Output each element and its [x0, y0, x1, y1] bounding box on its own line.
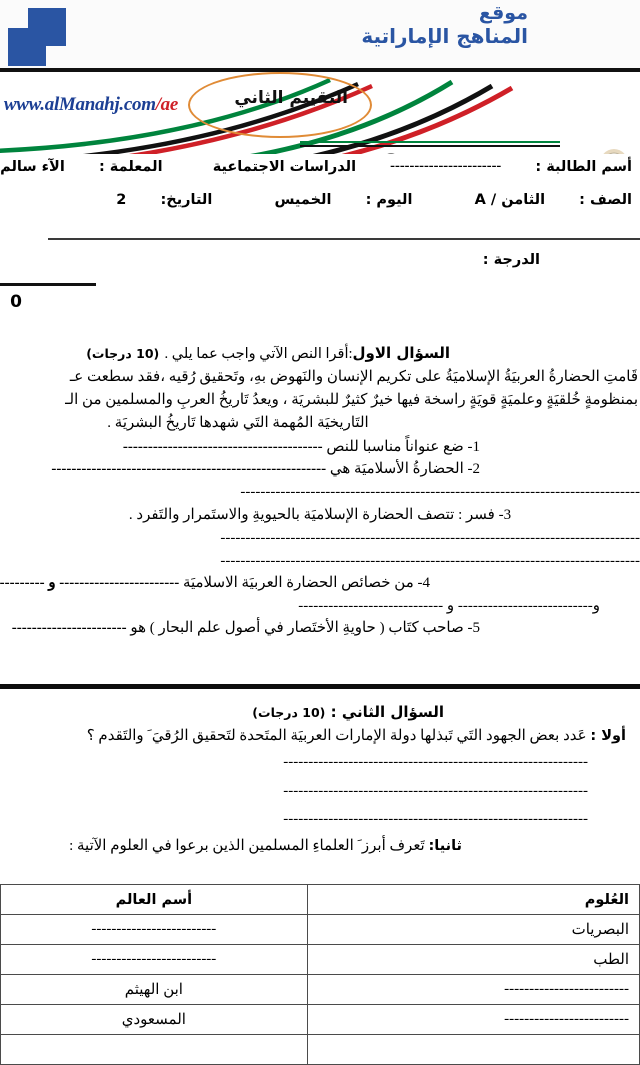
- subject-value: الدراسات الاجتماعية: [212, 158, 357, 175]
- day-label: اليوم :: [365, 192, 413, 208]
- item-2-text: الحضارةُ الأسلاميَة هي: [329, 461, 464, 477]
- question-1-marks: (10 درجات): [86, 346, 160, 361]
- question-1-block: [0, 342, 640, 640]
- info-row-student: [0, 158, 640, 192]
- question-2-part-a: [0, 724, 640, 748]
- question-1-item-5: [0, 617, 640, 640]
- item-2-answer-line-2[interactable]: --------------------------------------------------------------------------------: [240, 483, 640, 500]
- table-cell-scholar: المسعودي: [1, 1005, 308, 1035]
- item-5-text: صاحب كتَاب ( حاويةِ الأختَصار في أصول علم البحار ) هو: [130, 620, 464, 636]
- site-watermark-banner: [0, 0, 640, 72]
- class-value: الثامن / A: [474, 192, 546, 208]
- item-2-answer-blank[interactable]: -------------------------------------------------------: [51, 461, 327, 477]
- item-1-answer-blank[interactable]: ----------------------------------------: [122, 438, 323, 455]
- part-a-text: عَدد بعض الجهود التَي تَبذلها دولة الإمارات العربيَة المتَحدة لتَحقيق الرُقيَ َ والتَقدم ؟: [86, 728, 587, 744]
- reading-passage: [0, 366, 640, 436]
- question-1-item-2: [0, 458, 640, 481]
- question-2-part-b: [0, 834, 640, 858]
- date-label: التاريخ:: [160, 192, 213, 208]
- item-5-answer-blank[interactable]: -----------------------: [11, 620, 127, 636]
- item-3-answer-line-1[interactable]: ------------------------------------------------------------------------------------: [220, 530, 640, 546]
- table-cell-science[interactable]: -------------------------: [307, 975, 639, 1005]
- part-a-label: أولا :: [590, 728, 626, 744]
- info-row-class: [0, 192, 640, 226]
- site-name-line2: المناهج الإماراتية: [361, 24, 528, 48]
- part-b-label: ثانيا:: [428, 837, 462, 854]
- question-1-title: السؤال الاول: [352, 344, 450, 362]
- question-2-heading: [0, 700, 640, 724]
- item-3-text: فسر : تتصف الحضارة الإسلاميَة بالحيويةِ والاستَمرار والتَفرد .: [128, 507, 495, 523]
- item-3-answer-line-2[interactable]: ------------------------------------------------------------------------------------: [220, 552, 640, 569]
- question-1-heading: [0, 342, 640, 366]
- grade-total-value: 0: [10, 292, 22, 312]
- item-4-number: 4-: [417, 575, 430, 591]
- question-2-title: السؤال الثاني :: [330, 703, 444, 721]
- site-url-red: /ae: [155, 94, 178, 115]
- item-1-number: 1-: [467, 438, 480, 455]
- info-section-divider: [48, 238, 640, 240]
- grade-row: [0, 252, 640, 282]
- part-a-answer-line-3[interactable]: -------------------------------------------------------------: [283, 811, 588, 828]
- section-divider: [0, 684, 640, 689]
- question-2-marks: (10 درجات): [252, 705, 326, 720]
- question-1-item-4: [0, 572, 640, 595]
- banner-divider-rule: [0, 68, 640, 72]
- question-1-item-1: [0, 436, 640, 459]
- table-row: [1, 1035, 640, 1065]
- table-cell-scholar[interactable]: [1, 1035, 308, 1065]
- passage-line-2: بمنظومةٍ خُلقيَةٍ وعلميَةٍ قويَةٍ راسخة فيها خيرٌ كثيرٌ للبشريَة ، ويعدُ تَاريخُ العربِ والمسلمين من الـ: [65, 392, 638, 408]
- table-row: [1, 945, 640, 975]
- item-3-number: 3-: [498, 507, 512, 523]
- table-cell-science: البصريات: [307, 915, 639, 945]
- question-1-prompt: :أقرا النص الآتي واجب عما يلي .: [164, 346, 353, 362]
- table-cell-scholar[interactable]: -------------------------: [1, 945, 308, 975]
- item-4-text: من خصائص الحضارة العربيَة الاسلاميَة: [182, 575, 414, 591]
- year-of-zayed-badge-icon: [572, 146, 634, 154]
- table-cell-science[interactable]: [307, 1035, 639, 1065]
- site-url-blue: www.alManahj.com: [3, 94, 156, 115]
- item-5-number: 5-: [467, 620, 480, 636]
- site-name: [361, 4, 528, 46]
- document-title: التقييم الثاني: [234, 88, 348, 108]
- almanahj-logo-icon: [8, 8, 66, 66]
- date-value[interactable]: 2: [116, 192, 127, 208]
- ministry-of-education-emblem-icon: [370, 150, 412, 154]
- table-cell-science: الطب: [307, 945, 639, 975]
- table-header-science: العُلوم: [307, 885, 639, 915]
- table-cell-scholar: ابن الهيثم: [1, 975, 308, 1005]
- item-2-number: 2-: [467, 461, 480, 477]
- table-row: [1, 1005, 640, 1035]
- passage-line-1: قَامتِ الحضارةُ العربيَةُ الإسلاميَةُ على تكريم الإنسان والنَهوض بهِ، وتَحقيق رُقيه ،فقد سطعت عـ: [69, 368, 638, 385]
- table-row: [1, 975, 640, 1005]
- teacher-label: المعلمة :: [98, 158, 163, 175]
- question-2-block: [0, 700, 640, 858]
- grade-label: الدرجة :: [482, 252, 540, 268]
- site-url-watermark: [4, 94, 178, 116]
- table-header-row: [1, 885, 640, 915]
- teacher-value: الآء سالم: [0, 158, 65, 175]
- item-4-answer-line-2[interactable]: و--------------------------- و -----------------------------: [298, 597, 600, 614]
- table-cell-science[interactable]: -------------------------: [307, 1005, 639, 1035]
- student-name-blank[interactable]: -----------------------: [390, 158, 502, 174]
- table-cell-scholar[interactable]: -------------------------: [1, 915, 308, 945]
- grade-blank-line[interactable]: [0, 283, 96, 286]
- part-a-answer-line-1[interactable]: -------------------------------------------------------------: [283, 754, 588, 771]
- passage-line-3: التَاريخيَة المُهمة التَي شهدها تَاريخُ البشريَة .: [107, 415, 369, 432]
- part-a-answer-line-2[interactable]: -------------------------------------------------------------: [283, 782, 588, 799]
- scholars-table: [0, 884, 640, 1065]
- student-info-block: [0, 158, 640, 226]
- item-4-answer-blank[interactable]: ------------------------ و ---------: [0, 575, 180, 591]
- question-1-item-3: [0, 503, 640, 527]
- table-header-scholar: أسم العالم: [1, 885, 308, 915]
- part-b-text: تَعرف أبرز َ العلماءِ المسلمين الذين برعوا في العلوم الآتية :: [69, 837, 425, 854]
- class-label: الصف :: [579, 192, 632, 208]
- item-1-text: ضع عنواناً مناسبا للنص: [326, 438, 464, 455]
- student-name-label: أسم الطالبة :: [535, 158, 632, 175]
- site-name-line1: موقع: [478, 2, 528, 24]
- table-row: [1, 915, 640, 945]
- day-value: الخميس: [274, 192, 332, 208]
